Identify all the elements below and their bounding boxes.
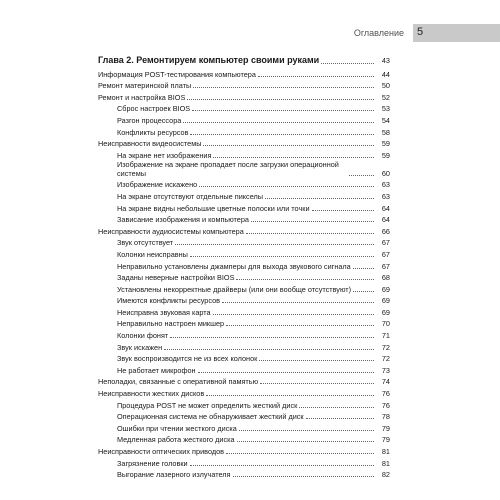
toc-entry-sub[interactable]: [98, 213, 390, 225]
dot-leader: [213, 157, 374, 158]
toc-entry-sub[interactable]: [98, 410, 390, 422]
toc-entry-title: Сброс настроек BIOS: [117, 104, 191, 114]
toc-entry-sub[interactable]: [98, 398, 390, 410]
dot-leader: [170, 337, 374, 338]
toc-entry-page: 52: [381, 92, 390, 102]
dot-leader: [183, 122, 374, 123]
dot-leader: [226, 453, 374, 454]
toc-entry-page: 81: [381, 458, 390, 468]
dot-leader: [258, 76, 374, 77]
toc-entry-sub[interactable]: [98, 125, 390, 137]
toc-entry-page: 71: [381, 331, 390, 341]
toc-entry-title: Неисправности видеосистемы: [98, 139, 202, 149]
dot-leader: [213, 314, 374, 315]
toc-entry-title: Разгон процессора: [117, 115, 182, 125]
dot-leader: [251, 221, 374, 222]
toc-entry-title: Процедура POST не может определить жесткий диск: [117, 400, 298, 410]
toc-entry-sub[interactable]: [98, 352, 390, 364]
dot-leader: [199, 186, 374, 187]
toc-entry-sub[interactable]: [98, 178, 390, 190]
toc-entry-title: Конфликты ресурсов: [117, 127, 189, 137]
toc-entry-page: 59: [381, 139, 390, 149]
toc-entry-sub[interactable]: [98, 247, 390, 259]
page-number-tab: [413, 24, 500, 42]
toc-entry-title: Операционная система не обнаруживает жесткий диск: [117, 412, 304, 422]
toc-entry-sub[interactable]: [98, 113, 390, 125]
toc-entry-chapter[interactable]: [98, 55, 390, 66]
toc-entry-section[interactable]: [98, 90, 390, 102]
toc-entry-sub[interactable]: [98, 468, 390, 480]
toc-entry-title: Глава 2. Ремонтируем компьютер своими руками: [98, 55, 320, 65]
toc-entry-sub[interactable]: [98, 317, 390, 329]
dot-leader: [233, 476, 375, 477]
dot-leader: [312, 210, 374, 211]
dot-leader: [349, 175, 374, 176]
toc-entry-section[interactable]: [98, 386, 390, 398]
dot-leader: [226, 325, 374, 326]
dot-leader: [193, 87, 374, 88]
dot-leader: [198, 372, 374, 373]
dot-leader: [190, 256, 374, 257]
table-of-contents: [98, 55, 390, 479]
toc-entry-sub[interactable]: [98, 189, 390, 201]
toc-entry-page: 69: [381, 284, 390, 294]
toc-entry-title: На экране отсутствуют отдельные пикселы: [117, 191, 264, 201]
toc-entry-page: 53: [381, 104, 390, 114]
toc-entry-title: Ошибки при чтении жесткого диска: [117, 423, 237, 433]
toc-entry-sub[interactable]: [98, 294, 390, 306]
toc-entry-page: 63: [381, 180, 390, 190]
toc-entry-sub[interactable]: [98, 305, 390, 317]
toc-entry-title: Загрязнение головки: [117, 458, 188, 468]
toc-entry-page: 78: [381, 412, 390, 422]
toc-entry-page: 54: [381, 115, 390, 125]
page-number: 5: [417, 26, 424, 38]
toc-entry-page: 70: [381, 319, 390, 329]
toc-entry-title: Установлены некорректные драйверы (или они вообще отсутствуют): [117, 284, 352, 294]
toc-entry-title: Имеются конфликты ресурсов: [117, 296, 221, 306]
toc-entry-title: Неисправности жестких дисков: [98, 389, 205, 399]
dot-leader: [203, 145, 374, 146]
toc-entry-page: 67: [381, 238, 390, 248]
toc-entry-title: Неисправности оптических приводов: [98, 447, 225, 456]
toc-entry-page: 76: [381, 389, 390, 399]
toc-entry-page: 59: [381, 150, 390, 160]
dot-leader: [260, 383, 374, 384]
dot-leader: [175, 244, 374, 245]
toc-entry-title: Изображение на экране пропадает после загрузки операционной системы: [117, 159, 339, 178]
dot-leader: [259, 360, 374, 361]
toc-entry-sub[interactable]: [98, 421, 390, 433]
toc-entry-section[interactable]: [98, 67, 390, 79]
dot-leader: [299, 407, 374, 408]
toc-entry-title: Информация POST-тестирования компьютера: [98, 69, 256, 79]
dot-leader: [222, 302, 374, 303]
toc-entry-page: 79: [381, 423, 390, 433]
dot-leader: [265, 198, 374, 199]
dot-leader: [237, 441, 374, 442]
toc-entry-section[interactable]: [98, 224, 390, 236]
toc-entry-page: 82: [381, 470, 390, 480]
toc-entry-sub[interactable]: [98, 456, 390, 468]
toc-entry-sub[interactable]: [98, 259, 390, 271]
toc-entry-sub[interactable]: [98, 433, 390, 445]
toc-entry-title: Колонки неисправны: [117, 249, 188, 259]
toc-entry-sub[interactable]: [98, 340, 390, 352]
toc-entry-section[interactable]: [98, 79, 390, 91]
toc-entry-title: Звук отсутствует: [117, 238, 174, 248]
toc-entry-title: Не работает микрофон: [117, 365, 196, 375]
toc-entry-sub[interactable]: [98, 363, 390, 375]
toc-entry-title: На экране видны небольшие цветные полоски или точки: [117, 203, 310, 213]
dot-leader: [306, 418, 374, 419]
toc-entry-page: 73: [381, 365, 390, 375]
toc-entry-page: 43: [381, 56, 390, 65]
toc-entry-section[interactable]: [98, 137, 390, 149]
toc-entry-page: 68: [381, 273, 390, 283]
toc-entry-title: Ремонт и настройка BIOS: [98, 92, 186, 102]
toc-entry-page: 60: [381, 168, 390, 178]
toc-entry-sub[interactable]: [98, 236, 390, 248]
toc-entry-sub[interactable]: [98, 160, 390, 178]
toc-entry-page: 63: [381, 191, 390, 201]
dot-leader: [206, 395, 374, 396]
dot-leader: [187, 99, 374, 100]
toc-entry-title: Неисправности аудиосистемы компьютера: [98, 226, 244, 236]
dot-leader: [164, 349, 374, 350]
toc-entry-title: Колонки фонят: [117, 331, 169, 341]
dot-leader: [192, 110, 374, 111]
toc-entry-section[interactable]: [98, 444, 390, 456]
toc-entry-page: 67: [381, 261, 390, 271]
toc-entry-page: 79: [381, 435, 390, 445]
toc-entry-page: 58: [381, 127, 390, 137]
toc-entry-title: Неправильно установлены джамперы для выхода звукового сигнала: [117, 261, 351, 271]
toc-entry-title: Звук искажен: [117, 342, 163, 352]
dot-leader: [321, 63, 374, 64]
toc-entry-section[interactable]: [98, 375, 390, 387]
toc-entry-title: Неправильно настроен микшер: [117, 319, 225, 329]
dot-leader: [239, 430, 374, 431]
dot-leader: [190, 134, 374, 135]
toc-entry-title: Ремонт материнской платы: [98, 81, 192, 91]
toc-entry-page: 64: [381, 215, 390, 225]
toc-entry-page: 44: [381, 69, 390, 79]
toc-entry-page: 67: [381, 249, 390, 259]
toc-entry-page: 81: [381, 447, 390, 456]
toc-entry-page: 69: [381, 307, 390, 317]
toc-entry-title: Звук воспроизводится не из всех колонок: [117, 354, 258, 364]
dot-leader: [246, 233, 374, 234]
toc-entry-title: Изображение искажено: [117, 180, 198, 190]
running-header: [354, 24, 410, 42]
dot-leader: [190, 465, 374, 466]
toc-entry-sub[interactable]: [98, 282, 390, 294]
dot-leader: [236, 279, 374, 280]
toc-entry-title: Медленная работа жесткого диска: [117, 435, 235, 445]
toc-entry-title: Заданы неверные настройки BIOS: [117, 273, 235, 283]
toc-entry-page: 76: [381, 400, 390, 410]
toc-entry-page: 74: [381, 377, 390, 387]
toc-entry-title: Выгорание лазерного излучателя: [117, 470, 231, 480]
toc-entry-page: 69: [381, 296, 390, 306]
toc-entry-title: Неполадки, связанные с оперативной памятью: [98, 377, 259, 387]
toc-entry-page: 72: [381, 342, 390, 352]
dot-leader: [353, 268, 374, 269]
toc-entry-page: 72: [381, 354, 390, 364]
toc-entry-page: 64: [381, 203, 390, 213]
toc-entry-sub[interactable]: [98, 148, 390, 160]
toc-entry-sub[interactable]: [98, 201, 390, 213]
toc-entry-page: 66: [381, 226, 390, 236]
toc-entry-sub[interactable]: [98, 102, 390, 114]
toc-entry-title: На экране нет изображения: [117, 150, 212, 160]
toc-entry-title: Зависание изображения и компьютера: [117, 215, 249, 225]
toc-entry-title: Неисправна звуковая карта: [117, 307, 211, 317]
header-section-label: Оглавление: [353, 28, 404, 38]
toc-entry-page: 50: [381, 81, 390, 91]
toc-entry-sub[interactable]: [98, 271, 390, 283]
toc-entry-sub[interactable]: [98, 328, 390, 340]
dot-leader: [353, 291, 374, 292]
